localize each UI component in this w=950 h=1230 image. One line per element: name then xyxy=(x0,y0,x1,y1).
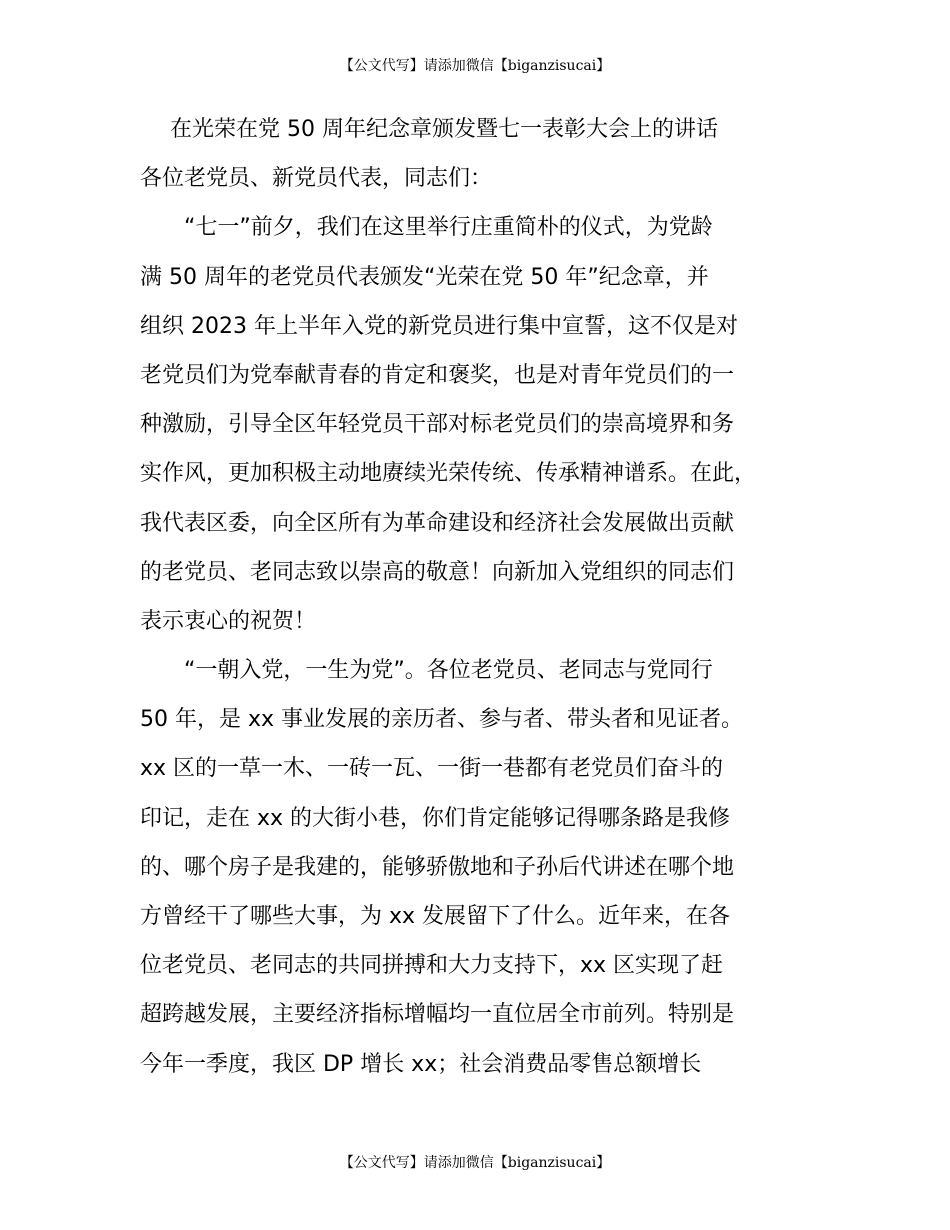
text-line: 组织 2023 年上半年入党的新党员进行集中宣誓，这不仅是对 xyxy=(140,313,738,339)
text-line: 的、哪个房子是我建的，能够骄傲地和子孙后代讲述在哪个地 xyxy=(140,854,735,880)
text-line: 50 年，是 xx 事业发展的亲历者、参与者、带头者和见证者。 xyxy=(140,707,744,733)
text-line: 方曾经干了哪些大事，为 xx 发展留下了什么。近年来，在各 xyxy=(140,904,731,930)
text-line: 我代表区委，向全区所有为革命建设和经济社会发展做出贡献 xyxy=(140,510,735,536)
page-header: 【公文代写】请添加微信【biganzisucai】 xyxy=(339,58,611,74)
text-line: xx 区的一草一木、一砖一瓦、一街一巷都有老党员们奋斗的 xyxy=(140,756,724,782)
text-line: 的老党员、老同志致以崇高的敬意！向新加入党组织的同志们 xyxy=(140,559,735,585)
text-line: 印记，走在 xx 的大街小巷，你们肯定能够记得哪条路是我修 xyxy=(140,805,731,831)
paragraph-1 xyxy=(140,203,830,646)
page-footer: 【公文代写】请添加微信【biganzisucai】 xyxy=(339,1155,611,1171)
text-line: “七一”前夕，我们在这里举行庄重简朴的仪式，为党龄 xyxy=(184,215,713,241)
salutation: 各位老党员、新党员代表，同志们： xyxy=(140,166,493,192)
document-title: 在光荣在党 50 周年纪念章颁发暨七一表彰大会上的讲话 xyxy=(170,117,718,142)
paragraph-2 xyxy=(140,646,830,1089)
text-line: 老党员们为党奉献青春的肯定和褒奖，也是对青年党员们的一 xyxy=(140,362,735,388)
text-line: 今年一季度，我区 DP 增长 xx；社会消费品零售总额增长 xyxy=(140,1051,702,1077)
document-body xyxy=(140,105,830,1089)
text-line: 实作风，更加积极主动地赓续光荣传统、传承精神谱系。在此， xyxy=(140,461,757,487)
text-line: 超跨越发展，主要经济指标增幅均一直位居全市前列。特别是 xyxy=(140,1002,735,1028)
text-line: 种激励，引导全区年轻党员干部对标老党员们的崇高境界和务 xyxy=(140,412,735,438)
text-line: 位老党员、老同志的共同拼搏和大力支持下，xx 区实现了赶 xyxy=(140,953,724,979)
text-line: “一朝入党，一生为党”。各位老党员、老同志与党同行 xyxy=(184,658,713,684)
text-line: 满 50 周年的老党员代表颁发“光荣在党 50 年”纪念章，并 xyxy=(140,264,709,290)
text-line: 表示衷心的祝贺！ xyxy=(140,608,317,634)
